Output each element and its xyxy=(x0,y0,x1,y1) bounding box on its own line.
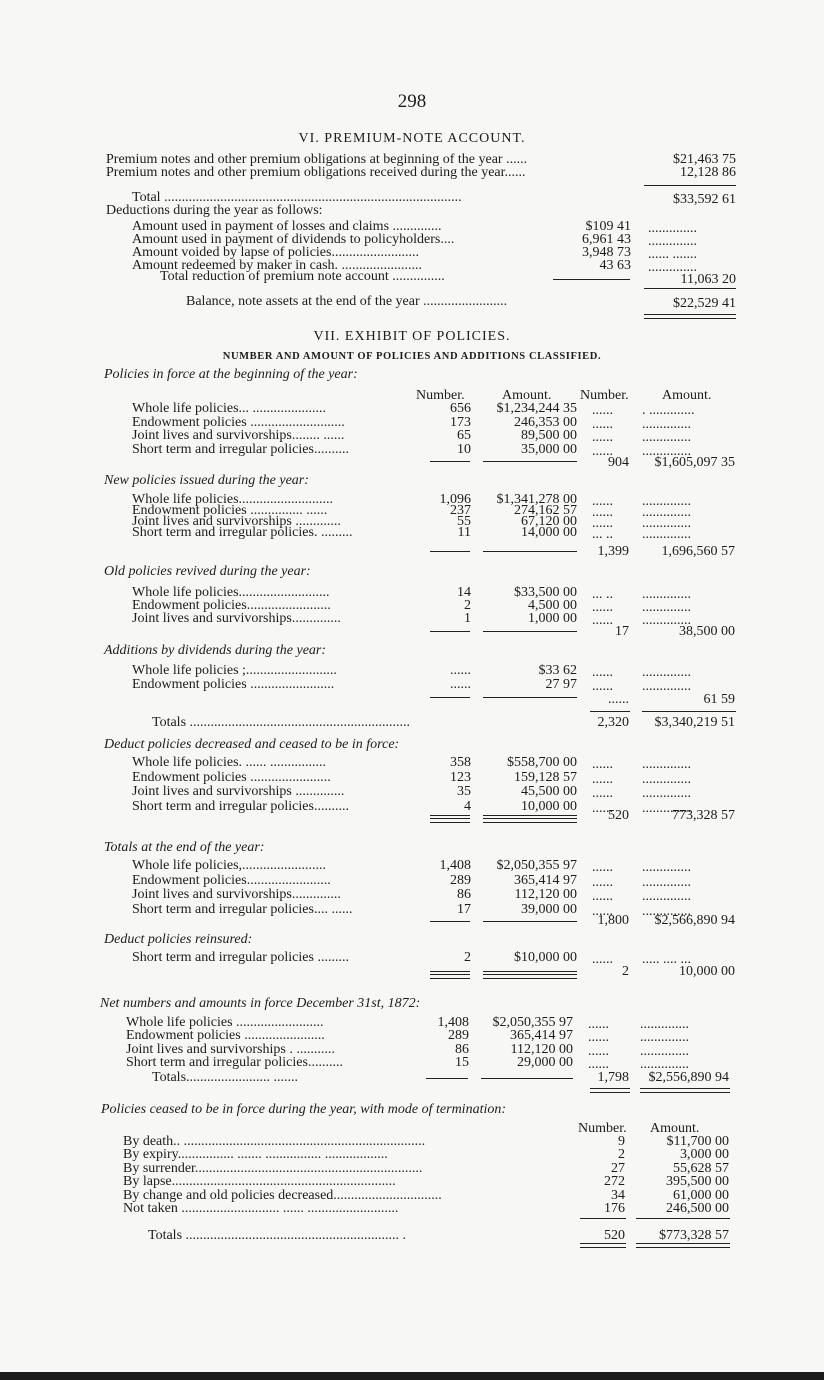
row-number: 10 xyxy=(457,441,471,457)
row-amount: $2,050,355 97 xyxy=(496,858,577,873)
row-col4: .............. xyxy=(642,874,691,890)
row-number: 15 xyxy=(455,1054,469,1070)
section-heading: Policies in force at the beginning of the year: xyxy=(104,367,358,382)
balance-label: Balance, note assets at the end of the year ........................ xyxy=(186,294,508,309)
row-label: Short term and irregular policies.......... xyxy=(132,441,349,457)
termination-row-number: 27 xyxy=(611,1160,625,1176)
row-number: 1,408 xyxy=(437,1015,469,1030)
row-col3: ...... xyxy=(592,771,613,787)
row-number: 86 xyxy=(457,887,471,902)
exhibit-subtitle: NUMBER AND AMOUNT OF POLICIES AND ADDITIONS CLASSIFIED. xyxy=(222,351,602,362)
section-heading: Totals at the end of the year: xyxy=(104,840,265,855)
row-amount: $33,500 00 xyxy=(514,585,577,600)
net-total-number: 1,798 xyxy=(597,1070,629,1085)
termination-header-number: Number. xyxy=(578,1121,627,1136)
row-col3: ...... xyxy=(592,679,613,694)
row-amount: $2,050,355 97 xyxy=(492,1015,573,1030)
termination-row-label: By death.. ..................................................................... xyxy=(123,1134,426,1149)
row-number: 4 xyxy=(464,799,471,815)
double-rule xyxy=(483,818,577,823)
row-label: Whole life policies ;.......................... xyxy=(132,663,337,678)
deduction-fill: .............. xyxy=(648,260,697,275)
header-amount2: Amount. xyxy=(662,388,712,403)
row-amount: 27 97 xyxy=(545,677,577,692)
deduction-label: Amount used in payment of dividends to policyholders.... xyxy=(132,232,455,247)
header-number: Number. xyxy=(416,388,465,403)
row-col4: .............. xyxy=(640,1056,689,1072)
termination-row-number: 272 xyxy=(604,1174,625,1190)
scan-edge xyxy=(0,1372,824,1380)
row-number: 289 xyxy=(450,872,471,888)
premium-total-label: Total ..................................................................................... xyxy=(132,190,462,205)
termination-row-label: Not taken ............................ ...... .......................... xyxy=(123,1201,399,1216)
row-label: Joint lives and survivorships........ ...... xyxy=(132,428,345,443)
row-amount: 365,414 97 xyxy=(514,872,577,888)
section-total-amount: 38,500 00 xyxy=(679,624,735,639)
row-col3: ...... xyxy=(592,860,613,875)
row-col3: ...... xyxy=(592,665,613,680)
double-rule xyxy=(640,1088,730,1093)
termination-row-amount: 3,000 00 xyxy=(680,1147,729,1163)
row-amount: 246,353 00 xyxy=(514,414,577,430)
net-total-amount: $2,556,890 94 xyxy=(648,1070,729,1085)
row-label: Joint lives and survivorships ............. xyxy=(132,514,341,529)
section-title-exhibit: VII. EXHIBIT OF POLICIES. xyxy=(313,329,511,344)
row-col4: .............. xyxy=(642,757,691,772)
row-number: 358 xyxy=(450,755,471,770)
row-col4: .............. xyxy=(642,786,691,802)
section-total-number: 520 xyxy=(608,808,629,823)
row-label: Endowment policies........................ xyxy=(132,872,331,888)
section-total-amount: $1,605,097 35 xyxy=(654,455,735,470)
deduction-amount: $109 41 xyxy=(585,219,631,234)
row-amount: 14,000 00 xyxy=(521,525,577,540)
termination-row-amount: 395,500 00 xyxy=(666,1174,729,1190)
section-total-number: 904 xyxy=(608,455,629,470)
deduction-label: Amount voided by lapse of policies......................... xyxy=(132,245,419,260)
rule xyxy=(430,551,470,552)
net-totals-label: Totals........................ ....... xyxy=(152,1070,299,1085)
total-reduction-amount: 11,063 20 xyxy=(680,272,736,287)
row-number: 1,096 xyxy=(439,492,471,507)
row-label: Endowment policies ........................... xyxy=(132,414,345,430)
row-number: 35 xyxy=(457,784,471,800)
row-label: Short term and irregular policies. ......... xyxy=(132,525,353,540)
row-col4: .............. xyxy=(642,587,691,602)
row-label: Whole life policies,........................ xyxy=(132,858,327,873)
rule xyxy=(483,921,577,922)
termination-row-number: 9 xyxy=(618,1134,625,1149)
row-label: Whole life policies ......................... xyxy=(126,1015,324,1030)
row-col4: .............. xyxy=(642,665,691,680)
premium-line-amount: $21,463 75 xyxy=(673,152,736,167)
row-label: Whole life policies.......................... xyxy=(132,585,330,600)
rule xyxy=(483,697,577,698)
section-total-number: 1,800 xyxy=(597,913,629,928)
rule xyxy=(483,815,577,816)
row-amount: 112,120 00 xyxy=(510,1041,573,1057)
section-heading: Net numbers and amounts in force December 31st, 1872: xyxy=(100,996,421,1011)
section-total-amount: 773,328 57 xyxy=(672,808,735,823)
totals-amount: $3,340,219 51 xyxy=(654,715,735,730)
row-amount: $558,700 00 xyxy=(507,755,577,770)
row-col4: .............. xyxy=(642,494,691,509)
row-number: 1 xyxy=(464,611,471,626)
row-col4: .............. xyxy=(642,679,691,694)
termination-row-amount: 55,628 57 xyxy=(673,1160,729,1176)
row-col4: .............. xyxy=(640,1017,689,1032)
row-label: Short term and irregular policies.......... xyxy=(126,1054,343,1070)
row-col4: .............. xyxy=(642,527,691,542)
row-col3: ...... xyxy=(592,416,613,432)
row-amount: 4,500 00 xyxy=(528,598,577,613)
row-number: 55 xyxy=(457,514,471,529)
row-amount: 89,500 00 xyxy=(521,428,577,443)
row-col3: ...... xyxy=(592,613,613,628)
termination-row-amount: 61,000 00 xyxy=(673,1187,729,1203)
rule xyxy=(430,921,470,922)
row-col4: .............. xyxy=(640,1030,689,1046)
row-col4: .............. xyxy=(642,505,691,520)
row-col3: ...... xyxy=(592,505,613,520)
row-amount: $10,000 00 xyxy=(514,950,577,965)
row-number: 2 xyxy=(464,598,471,613)
row-label: Whole life policies... ..................... xyxy=(132,401,327,416)
row-number: 86 xyxy=(455,1041,469,1057)
termination-row-number: 34 xyxy=(611,1187,625,1203)
rule xyxy=(483,461,577,462)
row-label: Joint lives and survivorships.............. xyxy=(132,887,341,902)
termination-total-amount: $773,328 57 xyxy=(659,1228,729,1243)
row-number: 14 xyxy=(457,585,471,600)
row-col3: ... .. xyxy=(592,527,613,542)
row-col3: ...... xyxy=(588,1030,609,1046)
row-col4: .............. xyxy=(642,801,691,817)
row-amount: 45,500 00 xyxy=(521,784,577,800)
rule xyxy=(580,1218,626,1219)
row-amount: $33 62 xyxy=(538,663,577,678)
section-heading: Old policies revived during the year: xyxy=(104,564,311,579)
row-col4: .............. xyxy=(642,889,691,904)
row-label: Endowment policies........................ xyxy=(132,598,331,613)
row-amount: 39,000 00 xyxy=(521,901,577,917)
row-amount: 112,120 00 xyxy=(514,887,577,902)
rule xyxy=(481,1078,573,1079)
row-label: Endowment policies ....................... xyxy=(132,769,331,785)
row-number: 237 xyxy=(450,503,471,518)
row-label: Short term and irregular policies.......... xyxy=(132,799,349,815)
row-col3: ...... xyxy=(592,874,613,890)
termination-row-amount: 246,500 00 xyxy=(666,1201,729,1216)
total-reduction-label: Total reduction of premium note account ............... xyxy=(160,269,445,284)
row-label: Short term and irregular policies.... ...... xyxy=(132,901,353,917)
deductions-label: Deductions during the year as follows: xyxy=(106,203,323,218)
row-col3: ...... xyxy=(592,889,613,904)
section-total-amount: 1,696,560 57 xyxy=(661,544,735,559)
rule xyxy=(430,971,470,972)
totals-label: Totals ............................................................... xyxy=(152,715,411,730)
row-number: 11 xyxy=(457,525,471,540)
termination-row-label: By lapse................................................................ xyxy=(123,1174,396,1190)
double-rule xyxy=(430,818,470,823)
row-amount: 159,128 57 xyxy=(514,769,577,785)
double-rule xyxy=(580,1243,626,1248)
row-label: Endowment policies ........................ xyxy=(132,677,335,692)
deduction-fill: .............. xyxy=(648,234,697,249)
row-col4: .............. xyxy=(642,771,691,787)
rule xyxy=(430,815,470,816)
row-amount: 1,000 00 xyxy=(528,611,577,626)
row-amount: 35,000 00 xyxy=(521,441,577,457)
rule xyxy=(636,1218,730,1219)
row-col3: ...... xyxy=(588,1056,609,1072)
rule xyxy=(426,1078,468,1079)
row-amount: 274,162 57 xyxy=(514,503,577,518)
termination-heading: Policies ceased to be in force during the year, with mode of termination: xyxy=(101,1102,507,1117)
row-col4: .............. xyxy=(642,613,691,628)
row-col4: .............. xyxy=(642,416,691,432)
row-label: Endowment policies ....................... xyxy=(126,1028,325,1044)
row-number: 656 xyxy=(450,401,471,416)
row-col3: ...... xyxy=(588,1043,609,1059)
row-col3: ...... xyxy=(592,443,613,459)
row-label: Whole life policies........................... xyxy=(132,492,334,507)
row-number: 173 xyxy=(450,414,471,430)
termination-total-number: 520 xyxy=(604,1228,625,1243)
row-col4: .............. xyxy=(642,903,691,919)
row-number: 17 xyxy=(457,901,471,917)
row-col4: .............. xyxy=(642,516,691,531)
section-total-amount: $2,566,890 94 xyxy=(654,913,735,928)
row-col4: ..... .... ... xyxy=(642,952,691,967)
section-heading: New policies issued during the year: xyxy=(104,473,309,488)
section-heading: Deduct policies reinsured: xyxy=(104,932,253,947)
row-label: Short term and irregular policies ......... xyxy=(132,950,349,965)
row-number: ...... xyxy=(450,663,471,678)
row-col3: ...... xyxy=(592,600,613,615)
deduction-label: Amount used in payment of losses and claims .............. xyxy=(132,219,442,234)
section-total-amount: 10,000 00 xyxy=(679,964,735,979)
double-rule xyxy=(636,1243,730,1248)
header-amount: Amount. xyxy=(502,388,552,403)
row-label: Joint lives and survivorships . ........... xyxy=(126,1041,335,1057)
row-col3: ...... xyxy=(592,801,613,817)
deduction-amount: 43 63 xyxy=(599,258,631,273)
row-number: 1,408 xyxy=(439,858,471,873)
row-col4: .............. xyxy=(642,443,691,459)
row-number: ...... xyxy=(450,677,471,692)
row-amount: 10,000 00 xyxy=(521,799,577,815)
row-col4: .............. xyxy=(642,860,691,875)
row-col3: ...... xyxy=(592,516,613,531)
section-heading: Additions by dividends during the year: xyxy=(104,643,327,658)
section-total-number: 2 xyxy=(622,964,629,979)
row-col3: ...... xyxy=(592,757,613,772)
row-amount: 67,120 00 xyxy=(521,514,577,529)
section-title-premium: VI. PREMIUM-NOTE ACCOUNT. xyxy=(298,131,526,146)
row-col4: .............. xyxy=(642,600,691,615)
row-col3: ...... xyxy=(592,403,613,418)
section-heading: Deduct policies decreased and ceased to be in force: xyxy=(104,737,400,752)
row-number: 289 xyxy=(448,1028,469,1044)
header-number2: Number. xyxy=(580,388,629,403)
rule xyxy=(430,461,470,462)
double-rule xyxy=(590,1088,630,1093)
row-label: Endowment policies ............... ...... xyxy=(132,503,328,518)
row-label: Joint lives and survivorships.............. xyxy=(132,611,341,626)
row-label: Joint lives and survivorships .............. xyxy=(132,784,345,800)
row-number: 65 xyxy=(457,428,471,443)
rule xyxy=(644,185,736,186)
premium-line-amount: 12,128 86 xyxy=(680,165,736,180)
premium-line-label: Premium notes and other premium obligations at beginning of the year ...... xyxy=(106,152,528,167)
row-amount: 365,414 97 xyxy=(510,1028,573,1044)
deduction-amount: 6,961 43 xyxy=(582,232,631,247)
deduction-amount: 3,948 73 xyxy=(582,245,631,260)
termination-row-amount: $11,700 00 xyxy=(666,1134,729,1149)
row-col3: ...... xyxy=(588,1017,609,1032)
section-total-number: 17 xyxy=(615,624,629,639)
row-col3: ...... xyxy=(592,494,613,509)
premium-line-label: Premium notes and other premium obligations received during the year...... xyxy=(106,165,526,180)
row-number: 123 xyxy=(450,769,471,785)
row-col4: .............. xyxy=(642,430,691,445)
deduction-fill: .............. xyxy=(648,221,697,236)
deduction-fill: ...... ....... xyxy=(648,247,697,262)
termination-row-label: By expiry................ ....... ................ .................. xyxy=(123,1147,388,1163)
totals-number: 2,320 xyxy=(597,715,629,730)
premium-total-amount: $33,592 61 xyxy=(673,192,736,207)
termination-row-label: By change and old policies decreased............................... xyxy=(123,1187,442,1203)
section-total-amount: 61 59 xyxy=(703,692,735,707)
row-label: Whole life policies. ...... ................ xyxy=(132,755,327,770)
rule xyxy=(644,288,736,289)
row-col4: . ............. xyxy=(642,403,695,418)
row-col3: ...... xyxy=(592,903,613,919)
rule xyxy=(590,711,630,712)
double-rule xyxy=(644,314,736,319)
rule xyxy=(430,631,470,632)
termination-row-label: By surrender................................................................. xyxy=(123,1160,423,1176)
row-col3: ...... xyxy=(592,786,613,802)
rule xyxy=(483,971,577,972)
rule xyxy=(483,551,577,552)
row-amount: $1,234,244 35 xyxy=(496,401,577,416)
double-rule xyxy=(483,974,577,979)
page-number: 298 xyxy=(397,91,427,112)
balance-amount: $22,529 41 xyxy=(673,296,736,311)
section-total-number: 1,399 xyxy=(597,544,629,559)
termination-header-amount: Amount. xyxy=(650,1121,700,1136)
row-number: 2 xyxy=(464,950,471,965)
double-rule xyxy=(430,974,470,979)
section-total-number: ...... xyxy=(608,692,629,707)
row-amount: $1,341,278 00 xyxy=(496,492,577,507)
row-amount: 29,000 00 xyxy=(517,1054,573,1070)
termination-row-number: 176 xyxy=(604,1201,625,1216)
termination-totals-label: Totals ............................................................. . xyxy=(148,1228,407,1243)
deduction-label: Amount redeemed by maker in cash. ....................... xyxy=(132,258,423,273)
rule xyxy=(553,279,630,280)
termination-row-number: 2 xyxy=(618,1147,625,1163)
rule xyxy=(430,697,470,698)
rule xyxy=(483,631,577,632)
row-col3: ...... xyxy=(592,430,613,445)
row-col3: ... .. xyxy=(592,587,613,602)
row-col4: .............. xyxy=(640,1043,689,1059)
row-col3: ...... xyxy=(592,952,613,967)
rule xyxy=(642,711,736,712)
